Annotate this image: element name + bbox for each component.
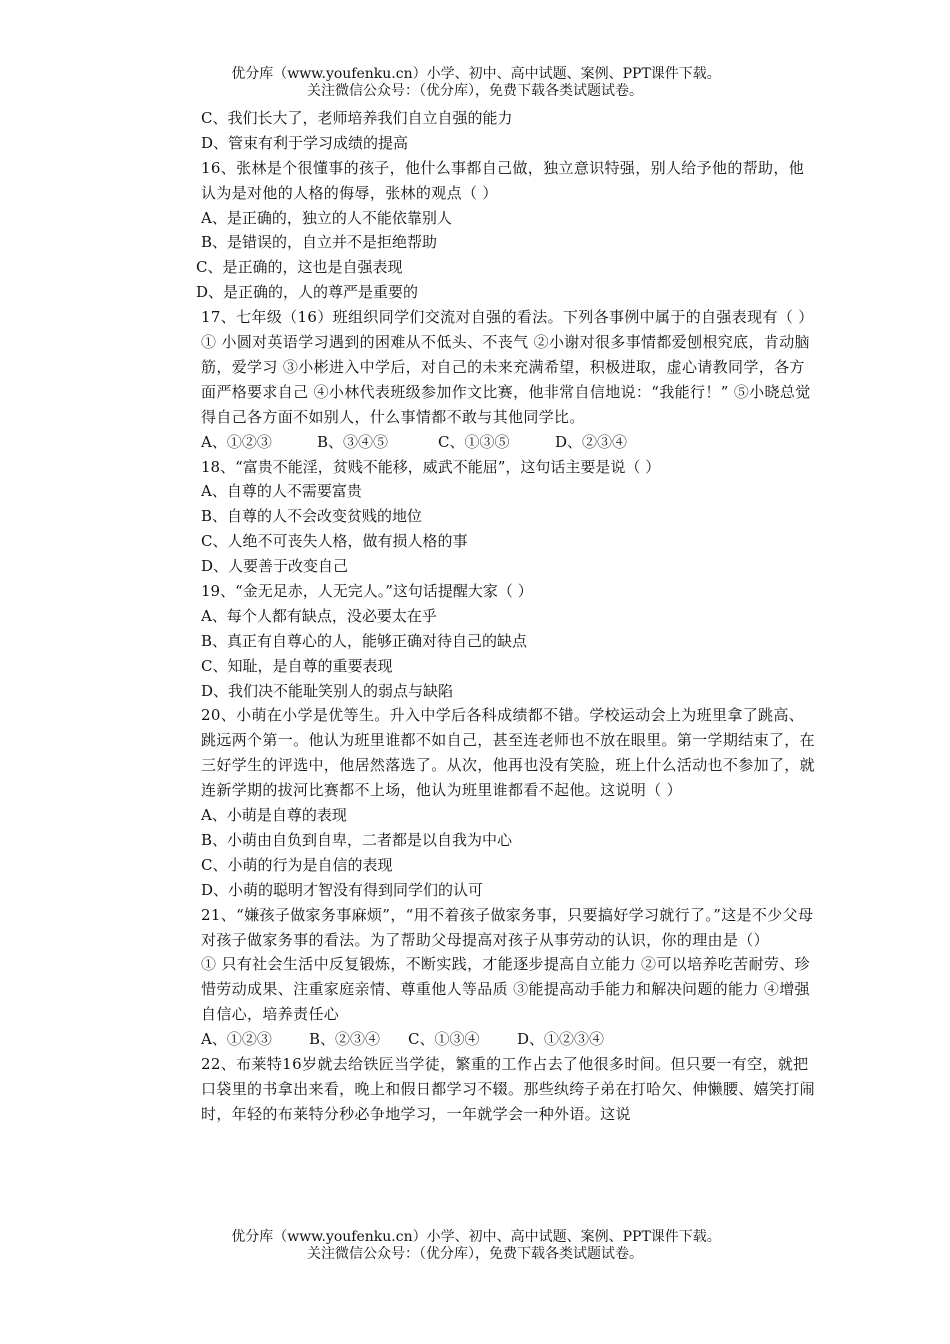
q16-option-a: A、是正确的，独立的人不能依靠别人 (201, 208, 452, 227)
q18-option-d: D、人要善于改变自己 (201, 557, 349, 576)
q16-option-b: B、是错误的，自立并不是拒绝帮助 (201, 233, 438, 252)
header-line-1: 优分库（www.youfenku.cn）小学、初中、高中试题、案例、PPT课件下载。 (231, 66, 721, 82)
q19-option-d: D、我们决不能耻笑别人的弱点与缺陷 (201, 681, 454, 700)
q16-option-c: C、是正确的，这也是自强表现 (196, 258, 403, 277)
q17-option-d: D、②③④ (555, 432, 628, 451)
q20-option-a: A、小萌是自尊的表现 (201, 806, 347, 825)
q15-option-d: D、管束有利于学习成绩的提高 (201, 133, 409, 152)
q18-stem: 18、“富贵不能淫，贫贱不能移，威武不能屈”，这句话主要是说（ ） (201, 457, 661, 476)
q18-option-c: C、人绝不可丧失人格，做有损人格的事 (201, 532, 468, 551)
q21-option-b: B、②③④ (309, 1030, 381, 1049)
q18-option-b: B、自尊的人不会改变贫贱的地位 (201, 507, 423, 526)
q19-option-c: C、知耻，是自尊的重要表现 (201, 656, 393, 675)
q19-option-a: A、每个人都有缺点，没必要太在乎 (201, 606, 437, 625)
q20-option-c: C、小萌的行为是自信的表现 (201, 855, 393, 874)
q21-option-a: A、①②③ (201, 1030, 272, 1049)
q21-items: ① 只有社会生活中反复锻炼，不断实践，才能逐步提高自立能力 ②可以培养吃苦耐劳、珍惜劳动成果、注重家庭亲情、尊重他人等品质 ③能提高动手能力和解决问题的能力 ④增强自信心，培养责任心 (201, 955, 810, 1024)
q15-option-c: C、我们长大了，老师培养我们自立自强的能力 (201, 109, 513, 127)
q16-option-d: D、是正确的，人的尊严是重要的 (196, 283, 419, 302)
q20-stem: 20、小萌在小学是优等生。升入中学后各科成绩都不错。学校运动会上为班里拿了跳高、跳远两个第一。他认为班里谁都不如自己，甚至连老师也不放在眼里。第一学期结束了，在三好学生的评选中，他居然落选了。从次，他再也没有笑脸，班上什么活动也不参加了，就连新学期的拔河比赛都不上场，他认为班里谁都看不起他。这说明（ ） (201, 706, 816, 800)
header-line-2: 关注微信公众号：（优分库），免费下载各类试题试卷。 (307, 83, 643, 99)
document-body (196, 106, 817, 1127)
q20-option-b: B、小萌由自负到自卑，二者都是以自我为中心 (201, 831, 513, 849)
footer-line-1: 优分库（www.youfenku.cn）小学、初中、高中试题、案例、PPT课件下载。 (231, 1229, 721, 1245)
q22-stem: 22、布莱特16岁就去给铁匠当学徒，繁重的工作占去了他很多时间。但只要一有空，就把口袋里的书拿出来看，晚上和假日都学习不辍。那些纨绔子弟在打哈欠、伸懒腰、嬉笑打闹时，年轻的布莱特分秒必争地学习，一年就学会一种外语。这说 (201, 1055, 816, 1123)
q21-option-d: D、①②③④ (517, 1030, 605, 1049)
q21-stem: 21、“嫌孩子做家务事麻烦”，“用不着孩子做家务事，只要搞好学习就行了。”这是不少父母对孩子做家务事的看法。为了帮助父母提高对孩子从事劳动的认识，你的理由是（） (201, 905, 814, 949)
page-footer (0, 1229, 950, 1263)
q17-option-c: C、①③⑤ (438, 432, 510, 451)
q19-stem: 19、“金无足赤，人无完人。”这句话提醒大家（ ） (201, 582, 533, 601)
q17-option-b: B、③④⑤ (317, 432, 389, 451)
q20-option-d: D、小萌的聪明才智没有得到同学们的认可 (201, 880, 484, 899)
q19-option-b: B、真正有自尊心的人，能够正确对待自己的缺点 (201, 631, 528, 650)
page-header (0, 66, 950, 100)
q17-stem: 17、七年级（16）班组织同学们交流对自强的看法。下列各事例中属于的自强表现有（ ） (201, 308, 814, 327)
q21-option-c: C、①③④ (408, 1030, 480, 1049)
footer-line-2: 关注微信公众号：（优分库），免费下载各类试题试卷。 (307, 1246, 643, 1262)
q17-items: ① 小圆对英语学习遇到的困难从不低头、不丧气 ②小谢对很多事情都爱刨根究底，肯动脑筋，爱学习 ③小彬进入中学后，对自己的未来充满希望，积极进取，虚心请教同学，各方面严格要求自己 ④小林代表班级参加作文比赛，他非常自信地说：“我能行！” ⑤小晓总觉得自己各方面不如别人，什么事情都不敢与其他同学比。 (201, 333, 811, 426)
q17-option-a: A、①②③ (201, 432, 272, 451)
q17-choices (201, 430, 817, 455)
q18-option-a: A、自尊的人不需要富贵 (201, 482, 362, 501)
q21-choices (201, 1027, 817, 1052)
q16-stem: 16、张林是个很懂事的孩子，他什么事都自己做，独立意识特强，别人给予他的帮助，他认为是对他的人格的侮辱，张林的观点（ ） (201, 158, 805, 202)
